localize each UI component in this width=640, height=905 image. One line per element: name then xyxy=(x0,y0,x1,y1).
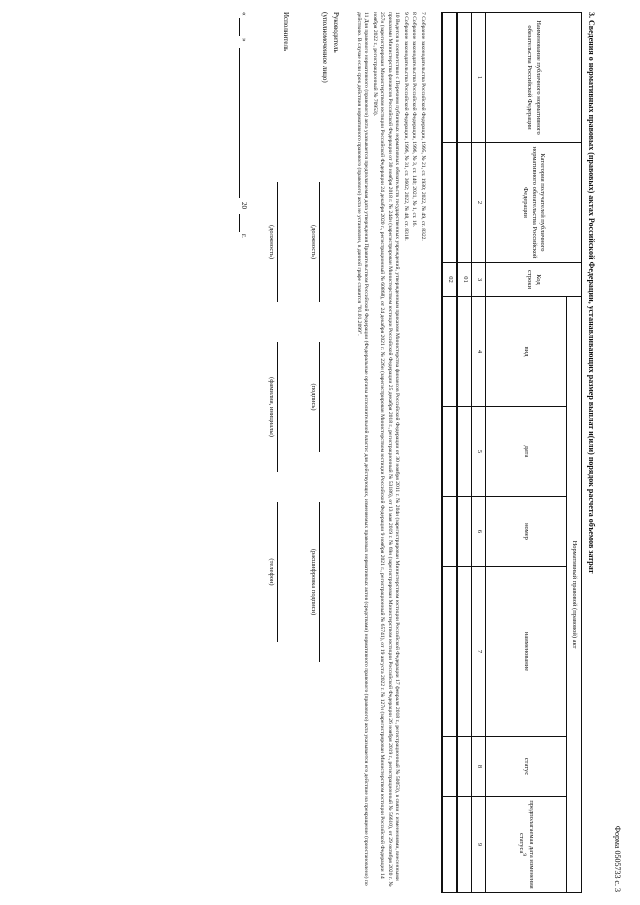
head-transcript-caption: (расшифровка подписи) xyxy=(310,548,317,616)
col-header-name: наименование xyxy=(486,567,567,737)
col-header-status: статус xyxy=(486,737,567,797)
table-cell xyxy=(442,143,457,263)
head-position-caption: (должность) xyxy=(310,224,317,260)
footnote: 8 Собрание законодательства Российской Федерации, 1996, № 3, ст. 140; 2021, № 1, ст. 16. xyxy=(411,12,418,227)
head-signature-line xyxy=(319,342,320,452)
date-year-line xyxy=(239,214,240,232)
date-day-line xyxy=(239,18,240,36)
executor-label: Исполнитель xyxy=(282,12,290,52)
table-cell xyxy=(442,497,457,567)
section-title: 3. Сведения о нормативных правовых (правовых) актах Российской Федерации, устанавливающих размер выплат и(или) порядок расчета объемов затрат xyxy=(587,12,596,574)
executor-name-line xyxy=(277,342,278,472)
col-header-kind: вид xyxy=(486,297,567,407)
footnote: 11 Для правового нормативного (правового) акта указывается предполагаемая дата утверждения Правительством Российской Федерации (Федеральные органы исполнительной власти: для действующих, изменяемых правовых нормативных актов (средствами) нормативного правового (правового) акта указывается его действие на прекращение (приостановлено) по действию. В случае если срок действия нормативного правового (правового) акта не установлен, в данной графе ставится "01.01.2099". xyxy=(355,12,370,886)
table-cell xyxy=(442,13,457,143)
column-number: 1 xyxy=(472,13,486,143)
footnote-mark: 9 xyxy=(521,853,528,857)
table-cell xyxy=(457,13,472,143)
col-header-category: Категория получателей публичного нормативного обязательства Российской Федерации xyxy=(486,143,582,263)
table-cell xyxy=(442,567,457,737)
executor-phone-line xyxy=(277,502,278,642)
table-row xyxy=(442,13,457,893)
head-position-line xyxy=(319,182,320,302)
col-header-date: дата xyxy=(486,407,567,497)
footnote: 10 Ведется в соответствии с Перечнем публичных нормативных обязательств государственных учреждений, утвержденным приказом Министерства финансов Российской Федерации от 30 ноября 2011 г. № 204н (зарегистрирован Министерством юстиции Российской Федерации 17 февраля 2018 г., регистрационный № 50053), в связи с изменениями, внесенными приказами Министерства финансов Российской Федерации от 30 ноября 2018 г. № 244н (зарегистрирован Министерством юстиции Российской Федерации 25 декабря 2018 г., регистрационный № 53186), от 13 мая 2019 г. № 69н (зарегистрирован Министерством юстиции Российской Федерации 26 ноября 2019 г., регистрационный № 56610), от 29 октября 2020 г. № 257н (зарегистрирован Министерством юстиции Российской Федерации 24 декабря 2020 г., регистрационный № 60868), от 24 декабря 2021 г. № 226н (зарегистрирован Министерством юстиции Российской Федерации 9 ноября 2021 г., регистрационный № 65741), от 19 августа 2022 г. № 127н (зарегистрирован Министерством юстиции Российской Федерации 14 ноября 2022 г., регистрационный № 70953). xyxy=(371,12,401,887)
head-signature-caption: (подпись) xyxy=(310,383,317,411)
column-number: 2 xyxy=(472,143,486,263)
table-header-row xyxy=(567,13,582,893)
table-cell xyxy=(457,407,472,497)
form-code: Форма 0505733 с. 3 xyxy=(613,825,622,892)
column-number: 5 xyxy=(472,407,486,497)
table-cell xyxy=(457,797,472,893)
table-row xyxy=(457,13,472,893)
rotated-document xyxy=(62,12,622,892)
footnotes xyxy=(353,12,426,892)
table-cell xyxy=(442,737,457,797)
col-header-status-change-date-label: предполагаемая дата изменения статуса xyxy=(517,800,536,889)
table-cell xyxy=(442,297,457,407)
column-number: 8 xyxy=(472,737,486,797)
executor-position-line xyxy=(277,182,278,302)
date-month-line xyxy=(239,48,240,198)
normative-acts-table xyxy=(441,12,582,893)
date-close-quote: » xyxy=(240,38,248,42)
column-number: 6 xyxy=(472,497,486,567)
executor-phone-caption: (телефон) xyxy=(268,558,275,586)
col-header-code: Код строки xyxy=(486,263,582,297)
date-year-suffix: г. xyxy=(240,234,248,238)
executor-position-caption: (должность) xyxy=(268,224,275,260)
col-header-number: номер xyxy=(486,497,567,567)
head-sublabel: (уполномоченное лицо) xyxy=(321,12,329,83)
signature-block xyxy=(80,12,340,892)
table-cell xyxy=(457,567,472,737)
column-number: 7 xyxy=(472,567,486,737)
column-number: 4 xyxy=(472,297,486,407)
table-cell xyxy=(457,143,472,263)
col-header-status-change-date xyxy=(486,797,567,893)
table-cell xyxy=(457,297,472,407)
column-number-row xyxy=(472,13,486,893)
table-cell xyxy=(457,497,472,567)
footnote: 9 Собрание законодательства Российской Федерации, 1996, № 31, ст. 3602; 2022, № 48, ст. 8318. xyxy=(402,12,409,241)
col-group-normative-act: Нормативный правовой (правовой) акт xyxy=(567,297,582,893)
row-code: 02 xyxy=(442,263,457,297)
date-open-quote: « xyxy=(240,12,248,16)
column-number: 3 xyxy=(472,263,486,297)
col-header-obligation: Наименование публичного нормативного обязательства Российской Федерации xyxy=(486,13,582,143)
column-number: 9 xyxy=(472,797,486,893)
table-cell xyxy=(457,737,472,797)
footnote: 7 Собрание законодательства Российской Федерации, 1995, № 21, ст. 1930; 2022, № 49, ст. 8322. xyxy=(420,12,426,241)
head-label: Руководитель xyxy=(332,12,340,53)
head-transcript-line xyxy=(319,502,320,662)
executor-name-caption: (фамилия, инициалы) xyxy=(268,377,275,437)
table-cell xyxy=(442,797,457,893)
table-cell xyxy=(442,407,457,497)
date-year: 20 xyxy=(240,202,248,209)
row-code: 01 xyxy=(457,263,472,297)
